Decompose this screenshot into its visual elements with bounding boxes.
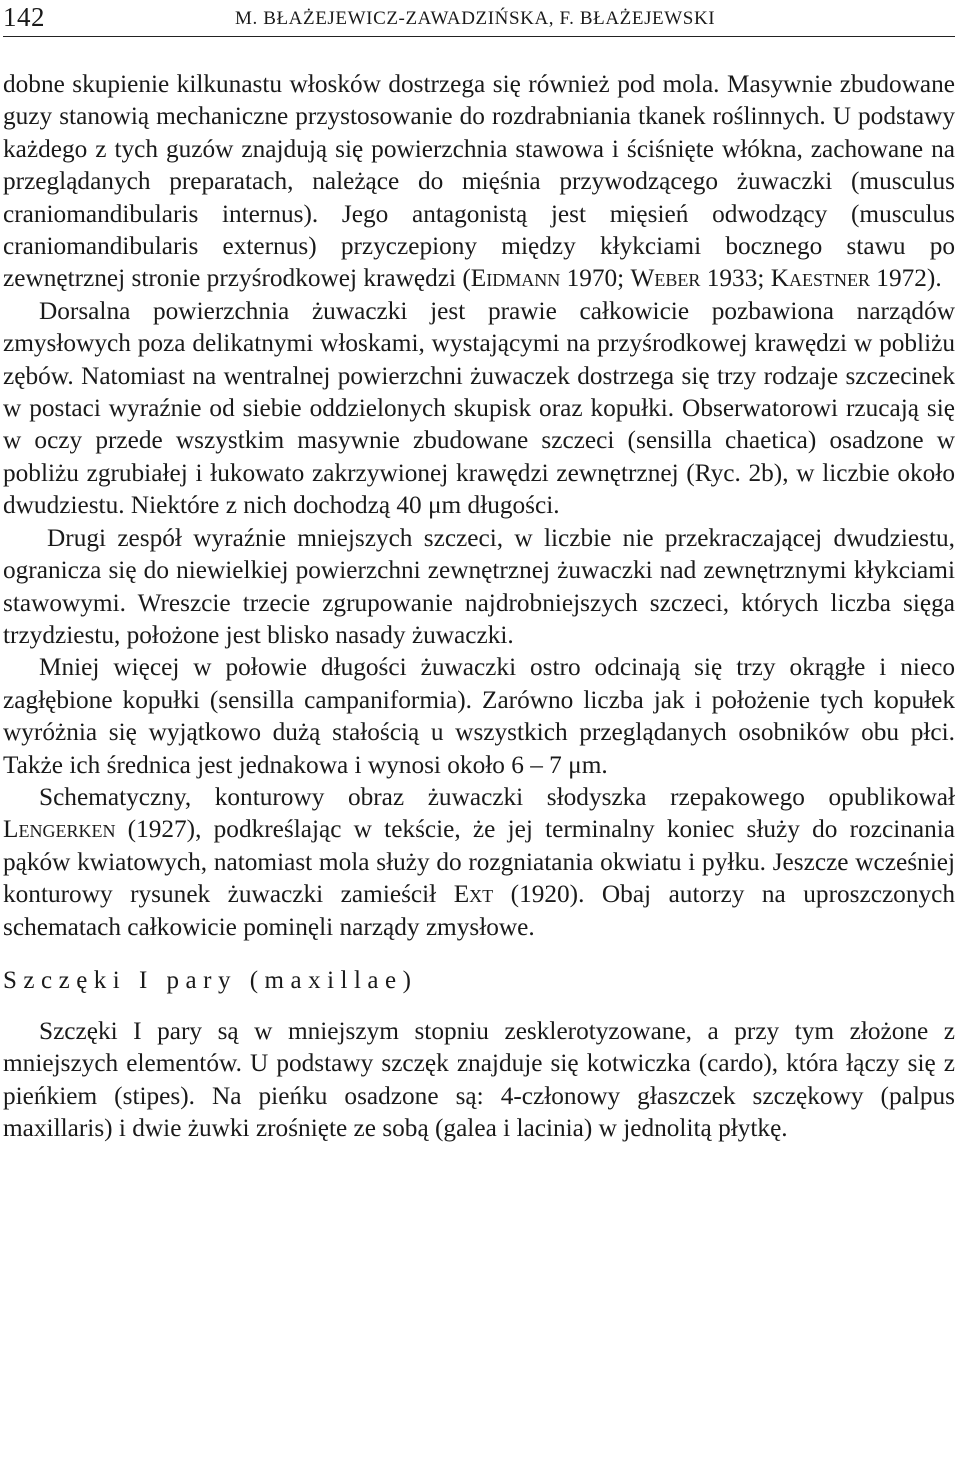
citation-kaestner: Kaestner <box>770 264 870 293</box>
paragraph-5-text-b: (1927), podkreślając w tekście, że jej terminalny koniec służy do rozcinania pąków kwiatowych, natomiast mola służy do rozgniatania okwiatu i pyłku. Jeszcze wcześniej konturowy rysunek żuwaczki zamieścił <box>3 815 955 909</box>
running-title: M. BŁAŻEJEWICZ-ZAWADZIŃSKA, F. BŁAŻEJEWSKI <box>235 8 716 29</box>
paragraph-6: Szczęki I pary są w mniejszym stopniu zesklerotyzowane, a przy tym złożone z mniejszych elementów. U podstawy szczęk znajduje się kotwiczka (cardo), która łączy się z pieńkiem (stipes). Na pieńku osadzone są: 4-członowy głaszczek szczękowy (palpus maxillaris) i dwie żuwki zrośnięte ze sobą (galea i lacinia) w jednolitą płytkę. <box>3 1016 955 1143</box>
citation-eidmann: Eidmann <box>470 264 561 293</box>
page-header <box>3 0 955 37</box>
paragraph-5 <box>3 781 955 943</box>
citation-lengerken: Lengerken <box>3 815 116 844</box>
citation-ext: Ext <box>453 880 494 909</box>
body-text <box>3 68 955 1145</box>
paragraph-1-text-b: 1970; <box>560 264 631 293</box>
page-number: 142 <box>3 2 45 32</box>
paragraph-1 <box>3 68 955 295</box>
paragraph-4: Mniej więcej w połowie długości żuwaczki ostro odcinają się trzy okrągłe i nieco zagłębione kopułki (sensilla campaniformia). Zarówno liczba jak i położenie tych kopułek wyróżnia się wyjątkowo dużą stałością u wszystkich przeglądanych osobników obu płci. Także ich średnica jest jednakowa i wynosi około 6 – 7 μm. <box>3 653 955 779</box>
paragraph-2: Dorsalna powierzchnia żuwaczki jest prawie całkowicie pozbawiona narządów zmysłowych poza delikatnymi włoskami, wystającymi na przyśrodkowej krawędzi w pobliżu zębów. Natomiast na wentralnej powierzchni żuwaczek dostrzega się trzy rodzaje szczecinek w postaci wyraźnie od siebie oddzielonych skupisk oraz kopułki. Obserwatorowi rzucają się w oczy przede wszystkim masywnie zbudowane szczeci (sensilla chaetica) osadzone w pobliżu zgrubiałej i łukowato zakrzywionej krawędzi zewnętrznej (Ryc. 2b), w liczbie około dwudziestu. Niektóre z nich dochodzą 40 μm długości. <box>3 296 955 520</box>
citation-weber: Weber <box>630 264 701 293</box>
paragraph-3: Drugi zespół wyraźnie mniejszych szczeci, w liczbie nie przekraczającej dwudziestu, ogranicza się do niewielkiej powierzchni zewnętrznej żuwaczki nad zewnętrznymi kłykciami stawowymi. Wreszcie trzecie zgrupowanie najdrobniejszych szczeci, których liczba sięga trzydziestu, położone jest blisko nasady żuwaczki. <box>3 523 955 649</box>
paragraph-1-text-c: 1933; <box>700 264 771 293</box>
paragraph-1-text-d: 1972). <box>869 264 942 293</box>
section-heading: Szczęki I pary (maxillae) <box>3 966 418 994</box>
paragraph-1-text-a: dobne skupienie kilkunastu włosków dostrzega się również pod mola. Masywnie zbudowane guzy stanowią mechaniczne przystosowanie do rozdrabniania tkanek roślinnych. U podstawy każdego z tych guzów znajdują się powierzchnia stawowa i ściśnięte włókna, zachowane na przeglądanych preparatach, należące do mięśnia przywodzącego żuwaczki (musculus craniomandibularis internus). Jego antagonistą jest mięsień odwodzący (musculus craniomandibularis externus) przyczepiony między kłykciami bocznego stawu po zewnętrznej stronie przyśrodkowej krawędzi ( <box>3 70 955 293</box>
paragraph-5-text-c: (1920). Obaj autorzy na uproszczonych schematach całkowicie pominęli narządy zmysłowe. <box>3 880 955 941</box>
paragraph-5-text-a: Schematyczny, konturowy obraz żuwaczki słodyszka rzepakowego opublikował <box>39 782 955 811</box>
